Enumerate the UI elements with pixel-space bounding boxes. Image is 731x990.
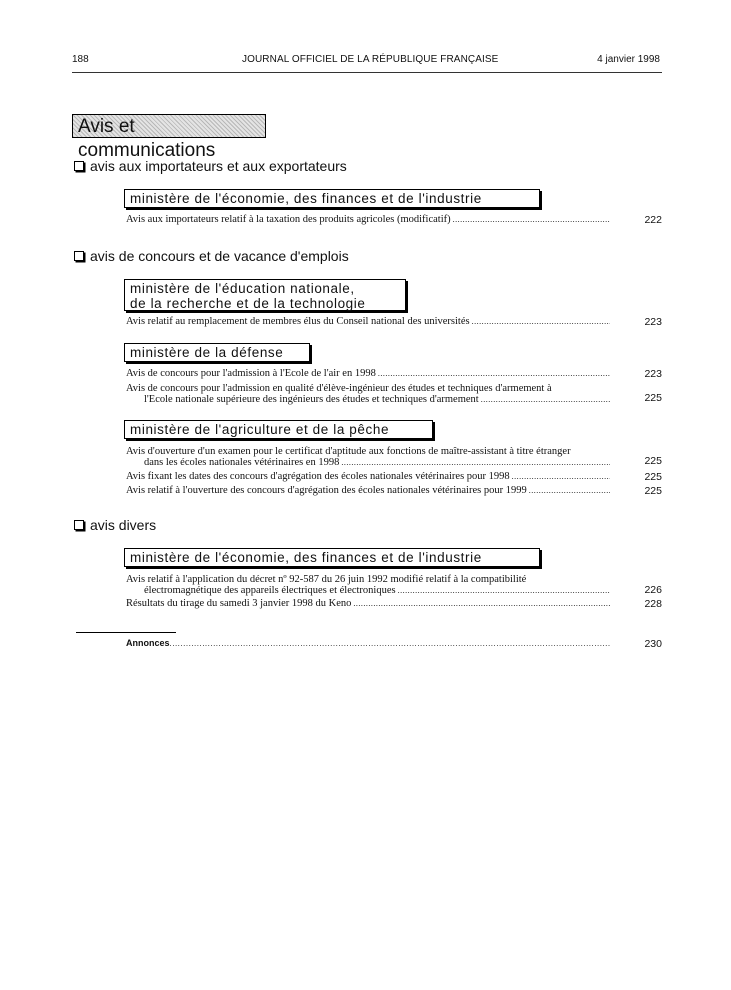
ministry-name-line: ministère de la défense xyxy=(130,345,284,360)
entry-page: 222 xyxy=(644,214,662,226)
section-heading-text: avis de concours et de vacance d'emplois xyxy=(90,248,349,264)
entry-text: Avis relatif à l'ouverture des concours d'agrégation des écoles nationales vétérinaires pour 1999 xyxy=(126,485,527,496)
ministry-box xyxy=(124,420,433,439)
section-heading xyxy=(74,248,349,264)
header-rule xyxy=(72,72,662,73)
entry-page: 225 xyxy=(644,471,662,483)
journal-title: JOURNAL OFFICIEL DE LA RÉPUBLIQUE FRANÇAISE xyxy=(242,54,499,65)
entry-page: 228 xyxy=(644,598,662,610)
ministry-box xyxy=(124,548,540,567)
entry-text: Avis relatif au remplacement de membres élus du Conseil national des universités xyxy=(126,316,470,327)
entry-page: 226 xyxy=(644,584,662,596)
entry-text-continued: électromagnétique des appareils électriques et électroniques xyxy=(144,585,396,596)
dot-leader xyxy=(353,598,610,610)
ministry-name-line: de la recherche et de la technologie xyxy=(130,296,366,311)
toc-entry[interactable] xyxy=(126,316,662,330)
ministry-name-line: ministère de l'éducation nationale, xyxy=(130,281,355,296)
issue-date: 4 janvier 1998 xyxy=(597,54,660,65)
entry-page: 223 xyxy=(644,368,662,380)
entry-text: Avis relatif à l'application du décret nº 92-587 du 26 juin 1992 modifié relatif à la compatibilité xyxy=(126,574,527,585)
page-number: 188 xyxy=(72,54,89,65)
ministry-name-line: ministère de l'économie, des finances et de l'industrie xyxy=(130,191,482,206)
entry-page: 225 xyxy=(644,485,662,497)
ministry-name-line: ministère de l'économie, des finances et de l'industrie xyxy=(130,550,482,565)
toc-entry[interactable] xyxy=(126,368,662,382)
ministry-box xyxy=(124,343,310,362)
toc-entry[interactable] xyxy=(126,598,662,612)
page-header xyxy=(72,52,660,68)
annonces-entry[interactable] xyxy=(126,638,662,652)
annonces-label: Annonces xyxy=(126,638,170,648)
dot-leader xyxy=(453,214,610,226)
ministry-box xyxy=(124,189,540,208)
checkbox-icon xyxy=(74,161,84,171)
dot-leader xyxy=(512,471,610,483)
dot-leader xyxy=(481,394,610,406)
entry-text-continued: dans les écoles nationales vétérinaires en 1998 xyxy=(144,457,340,468)
dot-leader xyxy=(341,457,610,469)
entry-page: 223 xyxy=(644,316,662,328)
checkbox-icon xyxy=(74,251,84,261)
section-heading-text: avis aux importateurs et aux exportateurs xyxy=(90,158,347,174)
annonces-page: 230 xyxy=(644,638,662,650)
entry-text: Avis d'ouverture d'un examen pour le certificat d'aptitude aux fonctions de maître-assistant à titre étranger xyxy=(126,446,571,457)
page-title: Avis et communications xyxy=(72,114,266,138)
divider xyxy=(76,632,176,633)
entry-text: Avis de concours pour l'admission à l'Ecole de l'air en 1998 xyxy=(126,368,376,379)
entry-text: Résultats du tirage du samedi 3 janvier 1998 du Keno xyxy=(126,598,352,609)
toc-entry[interactable] xyxy=(126,214,662,228)
ministry-box xyxy=(124,279,406,311)
toc-entry[interactable] xyxy=(126,383,662,409)
ministry-name-line: ministère de l'agriculture et de la pêche xyxy=(130,422,390,437)
dot-leader xyxy=(529,485,610,497)
section-heading-text: avis divers xyxy=(90,517,157,533)
dot-leader xyxy=(472,316,610,328)
dot-leader xyxy=(378,368,610,380)
entry-text: Avis fixant les dates des concours d'agrégation des écoles nationales vétérinaires pour 1998 xyxy=(126,471,510,482)
toc-entry[interactable] xyxy=(126,471,662,485)
toc-entry[interactable] xyxy=(126,574,662,600)
toc-entry[interactable] xyxy=(126,485,662,499)
entry-text: Avis de concours pour l'admission en qualité d'élève-ingénieur des études et techniques d'armement à xyxy=(126,383,552,394)
dot-leader xyxy=(170,639,610,648)
toc-entry[interactable] xyxy=(126,446,662,472)
entry-page: 225 xyxy=(644,455,662,467)
dot-leader xyxy=(398,585,610,597)
section-heading xyxy=(74,517,156,533)
entry-text-continued: l'Ecole nationale supérieure des ingénieurs des études et techniques d'armement xyxy=(144,394,479,405)
entry-page: 225 xyxy=(644,392,662,404)
entry-text: Avis aux importateurs relatif à la taxation des produits agricoles (modificatif) xyxy=(126,214,451,225)
section-heading xyxy=(74,158,347,174)
checkbox-icon xyxy=(74,520,84,530)
